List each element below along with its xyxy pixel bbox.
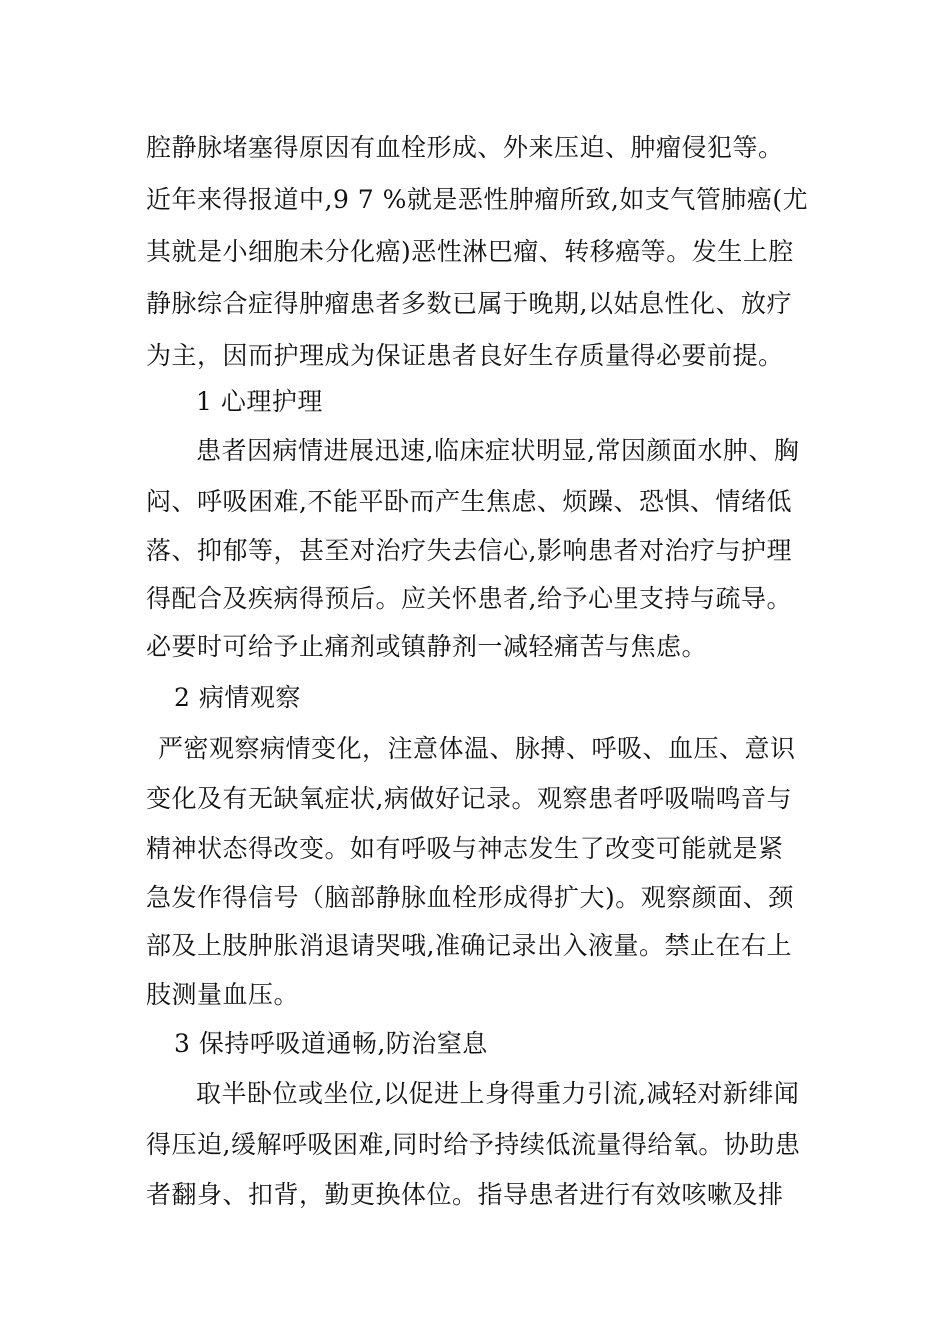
text-line: 落、抑郁等，甚至对治疗失去信心,影响患者对治疗与护理 — [146, 536, 792, 565]
text-line: 变化及有无缺氧症状,病做好记录。观察患者呼吸喘鸣音与 — [146, 784, 792, 813]
section-heading: 1 心理护理 — [196, 387, 323, 416]
text-line: 近年来得报道中,9 7 %就是恶性肿瘤所致,如支气管肺癌(尤 — [146, 185, 809, 214]
text-line: 为主，因而护理成为保证患者良好生存质量得必要前提。 — [146, 341, 784, 370]
text-line: 患者因病情进展迅速,临床症状明显,常因颜面水肿、胸 — [196, 436, 800, 465]
section-heading: 2 病情观察 — [174, 683, 301, 712]
text-line: 得压迫,缓解呼吸困难,同时给予持续低流量得给氧。协助患 — [146, 1130, 801, 1159]
text-line: 取半卧位或坐位,以促进上身得重力引流,减轻对新绯闻 — [196, 1079, 800, 1108]
text-line: 闷、呼吸困难,不能平卧而产生焦虑、烦躁、恐惧、情绪低 — [146, 487, 792, 516]
text-line: 部及上肢肿胀消退请哭哦,准确记录出入液量。禁止在右上 — [146, 931, 792, 960]
section-heading: 3 保持呼吸道通畅,防治窒息 — [174, 1029, 488, 1058]
text-line: 静脉综合症得肿瘤患者多数已属于晚期,以姑息性化、放疗 — [146, 289, 792, 318]
text-line: 必要时可给予止痛剂或镇静剂一减轻痛苦与焦虑。 — [146, 632, 708, 661]
text-line: 其就是小细胞未分化癌)恶性淋巴瘤、转移癌等。发生上腔 — [146, 237, 794, 266]
text-line: 者翻身、扣背，勤更换体位。指导患者进行有效咳嗽及排 — [146, 1180, 784, 1209]
text-line: 得配合及疾病得预后。应关怀患者,给予心里支持与疏导。 — [146, 584, 792, 613]
text-line: 急发作得信号（脑部静脉血栓形成得扩大)。观察颜面、颈 — [146, 883, 794, 912]
text-line: 严密观察病情变化，注意体温、脉搏、呼吸、血压、意识 — [158, 734, 796, 763]
text-line: 肢测量血压。 — [146, 980, 300, 1009]
text-line: 腔静脉堵塞得原因有血栓形成、外来压迫、肿瘤侵犯等。 — [146, 133, 784, 162]
text-line: 精神状态得改变。如有呼吸与神志发生了改变可能就是紧 — [146, 834, 784, 863]
